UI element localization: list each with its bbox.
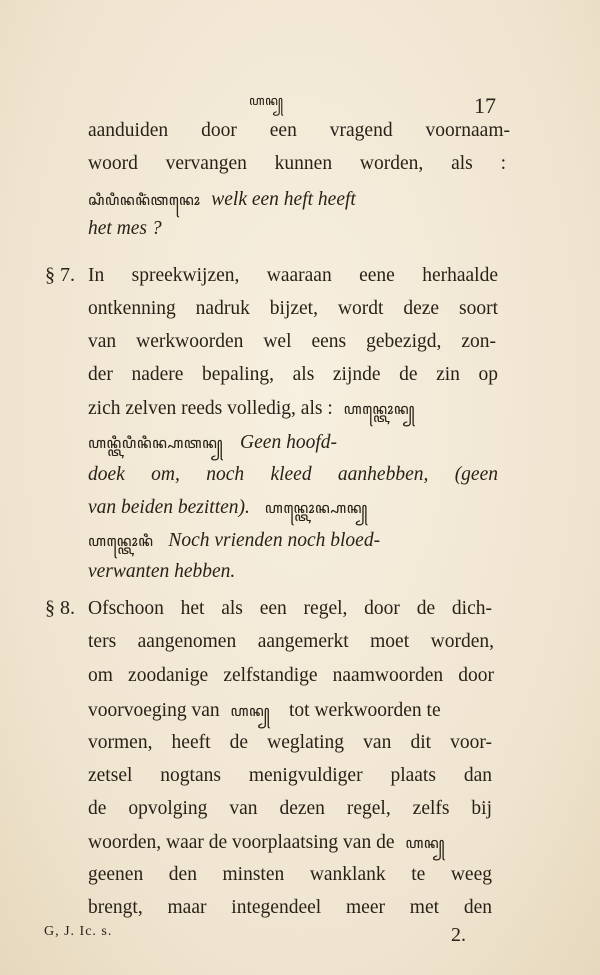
javanese-word: ꦲꦤ꧀	[230, 704, 271, 720]
javanese-word: ꦲꦤ꧀ꦠꦶꦥꦶꦤꦶꦤ꧀ꦲꦠꦤ꧀	[88, 436, 224, 452]
italic-translation: van beiden bezitten).	[88, 497, 250, 518]
text-line	[88, 188, 508, 219]
text-line: ontkenning nadruk bijzet, wordt deze soort	[88, 298, 498, 319]
italic-translation: Noch vrienden noch bloed-	[168, 530, 381, 551]
running-head-javanese: ꦲꦤ꧀	[249, 93, 284, 108]
text-line	[88, 831, 492, 862]
text-segment: tot werkwoorden te	[289, 700, 441, 721]
text-line: woord vervangen kunnen worden, als :	[88, 153, 506, 174]
javanese-word: ꦲꦤ꧀ꦠꦺꦴꦤꦶ	[88, 534, 154, 550]
text-line	[88, 496, 500, 527]
text-segment: woorden, waar de voorplaatsing van de	[88, 832, 395, 853]
text-line: geenen den minsten wanklank te weeg	[88, 864, 492, 885]
text-line	[88, 699, 492, 730]
text-line: aanduiden door een vragend voornaam-	[88, 120, 510, 141]
javanese-word: ꦲꦤ꧀ꦠꦺꦴꦤ꧀ꦲꦤ꧀	[264, 501, 368, 517]
text-line: vormen, heeft de weglating van dit voor-	[88, 732, 492, 753]
italic-translation: doek om, noch kleed aanhebben, (geen	[88, 464, 498, 485]
text-line: ters aangenomen aangemerkt moet worden,	[88, 631, 494, 652]
text-line: om zoodanige zelfstandige naamwoorden door	[88, 665, 494, 686]
javanese-word: ꦲꦤ꧀ꦠꦺꦴꦤ꧀	[343, 402, 415, 418]
section-marker: § 8.	[45, 597, 75, 619]
text-line: In spreekwijzen, waaraan eene herhaalde	[88, 265, 498, 286]
text-line: de opvolging van dezen regel, zelfs bij	[88, 798, 492, 819]
printer-signature: G, J. Ic. s.	[44, 924, 113, 939]
italic-translation: verwanten hebben.	[88, 561, 236, 582]
text-line: der nadere bepaling, als zijnde de zin op	[88, 364, 498, 385]
italic-translation: welk een heft heeft	[211, 189, 356, 210]
text-line: brengt, maar integendeel meer met den	[88, 897, 492, 918]
text-line	[88, 397, 500, 428]
text-line: Ofschoon het als een regel, door de dich-	[88, 598, 492, 619]
italic-translation: het mes ?	[88, 218, 162, 239]
italic-translation: Geen hoofd-	[240, 432, 337, 453]
text-segment: voorvoeging van	[88, 700, 220, 721]
text-line	[88, 529, 500, 560]
section-marker: § 7.	[45, 264, 75, 286]
javanese-word: ꦲꦤ꧀	[405, 836, 445, 852]
sheet-number: 2.	[451, 924, 466, 946]
javanese-word: ꦱꦶꦥꦶꦤꦤꦶꦁꦠꦤꦺꦴ	[88, 193, 201, 209]
page-number: 17	[474, 93, 496, 118]
text-line	[88, 431, 500, 462]
text-segment: zich zelven reeds volledig, als :	[88, 398, 333, 419]
text-line: van werkwoorden wel eens gebezigd, zon-	[88, 331, 496, 352]
text-line: zetsel nogtans menigvuldiger plaats dan	[88, 765, 492, 786]
